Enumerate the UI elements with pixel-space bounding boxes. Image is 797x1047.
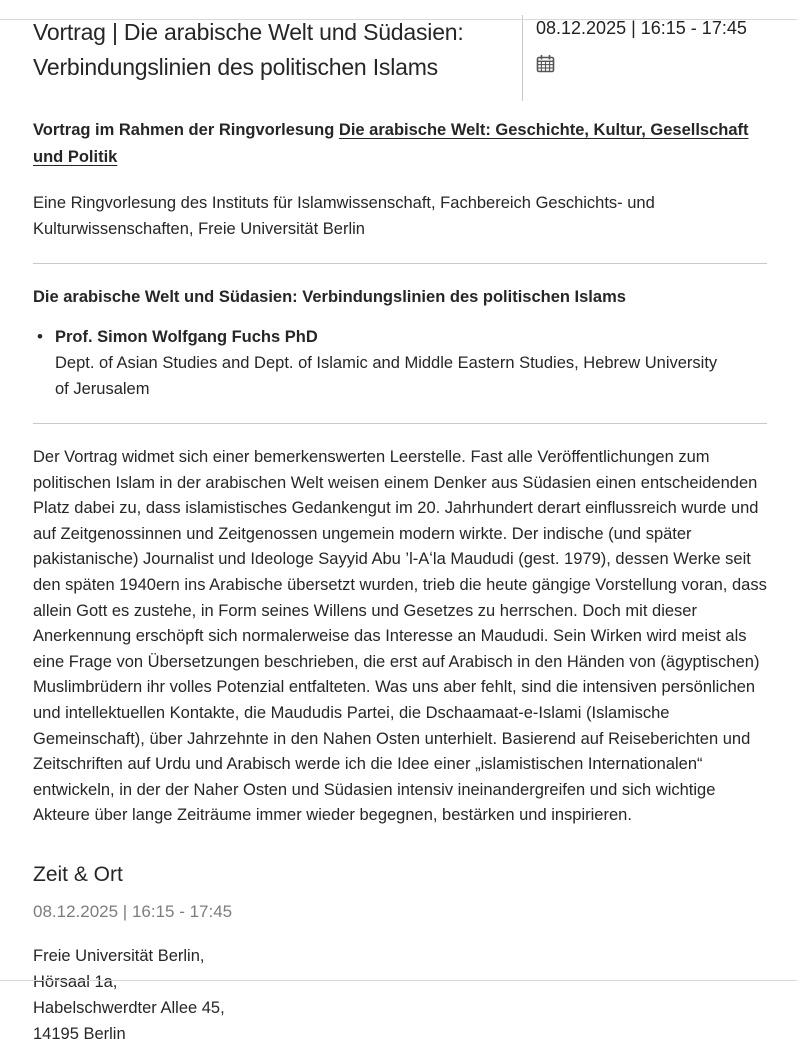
address-line: Freie Universität Berlin,: [33, 946, 205, 965]
intro-prefix: Vortrag im Rahmen der Ringvorlesung: [33, 121, 339, 139]
bottom-divider: [0, 980, 797, 981]
address-block: [33, 943, 767, 1047]
address-line: Hörsaal 1a,: [33, 972, 118, 991]
speaker-list: [33, 324, 767, 402]
abstract-text: Der Vortrag widmet sich einer bemerkenswerten Leerstelle. Fast alle Veröffentlichungen zum politischen Islam in der arabischen Welt weisen einem Denker aus Südasien einen entscheidenden Platz dabei zu, dass islamistisches Gedankengut im 20. Jahrhundert derart einflussreich wurde und auf Zeitgenossinnen und Zeitgenossen ungemein modern wirkte. Der indische (und später pakistanische) Journalist und Ideologe Sayyid Abu ’l-Aʻla Maududi (gest. 1979), dessen Werke seit den späten 1940ern ins Arabische übersetzt wurden, trieb die heute gängige Vorstellung voran, dass allein Gott es zustehe, in Form seines Willens und Gesetzes zu herrschen. Doch mit dieser Anerkennung erschöpft sich normalerweise das Interesse an Maududi. Sein Wirken wird meist als eine Frage von Übersetzungen beschrieben, die erst auf Arabisch in den Händen von (ägyptischen) Muslimbrüdern ihr volles Potenzial entfalteten. Was uns aber fehlt, sind die intensiven persönlichen und intellektuellen Kontakte, die Maududis Partei, die Dschaamaat-e-Islami (Islamische Gemeinschaft), über Jahrzehnte in den Nahen Osten unterhielt. Basierend auf Reiseberichten und Zeitschriften auf Urdu und Arabisch werde ich die Idee einer „islamistischen Internationalen“ entwickeln, in der der Naher Osten und Südasien intensiv ineinandergreifen und sich wichtige Akteure über lange Zeiträume immer wieder begegnen, bestärken und inspirieren.: [33, 448, 767, 825]
event-page: [0, 15, 797, 1047]
event-datetime: 08.12.2025 | 16:15 - 17:45: [536, 18, 747, 38]
location-datetime: 08.12.2025 | 16:15 - 17:45: [33, 901, 233, 921]
session-title: Die arabische Welt und Südasien: Verbindungslinien des politischen Islams: [33, 288, 626, 306]
speaker-affiliation: Dept. of Asian Studies and Dept. of Islamic and Middle Eastern Studies, Hebrew University of Jerusalem: [55, 354, 718, 398]
section-divider-bottom: [33, 423, 767, 424]
organizer-text: Eine Ringvorlesung des Instituts für Islamwissenschaft, Fachbereich Geschichts- und Kulturwissenschaften, Freie Universität Berlin: [33, 194, 655, 238]
section-divider-top: [33, 263, 767, 264]
series-link[interactable]: Die arabische Welt: Geschichte, Kultur, Gesellschaft und Politik: [33, 121, 749, 166]
event-header: [33, 15, 767, 101]
calendar-icon[interactable]: [536, 54, 555, 73]
speaker-name: • Prof. Simon Wolfgang Fuchs PhD: [55, 328, 318, 346]
location-heading: Zeit & Ort: [33, 862, 123, 886]
address-line: 14195 Berlin: [33, 1024, 126, 1043]
intro-text: [33, 117, 753, 171]
page-title: Vortrag | Die arabische Welt und Südasien: Verbindungslinien des politischen Islams: [33, 19, 464, 80]
header-date-block: [523, 15, 747, 101]
speaker-item: [33, 324, 767, 402]
address-line: Habelschwerdter Allee 45,: [33, 998, 225, 1017]
top-divider: [0, 19, 797, 20]
